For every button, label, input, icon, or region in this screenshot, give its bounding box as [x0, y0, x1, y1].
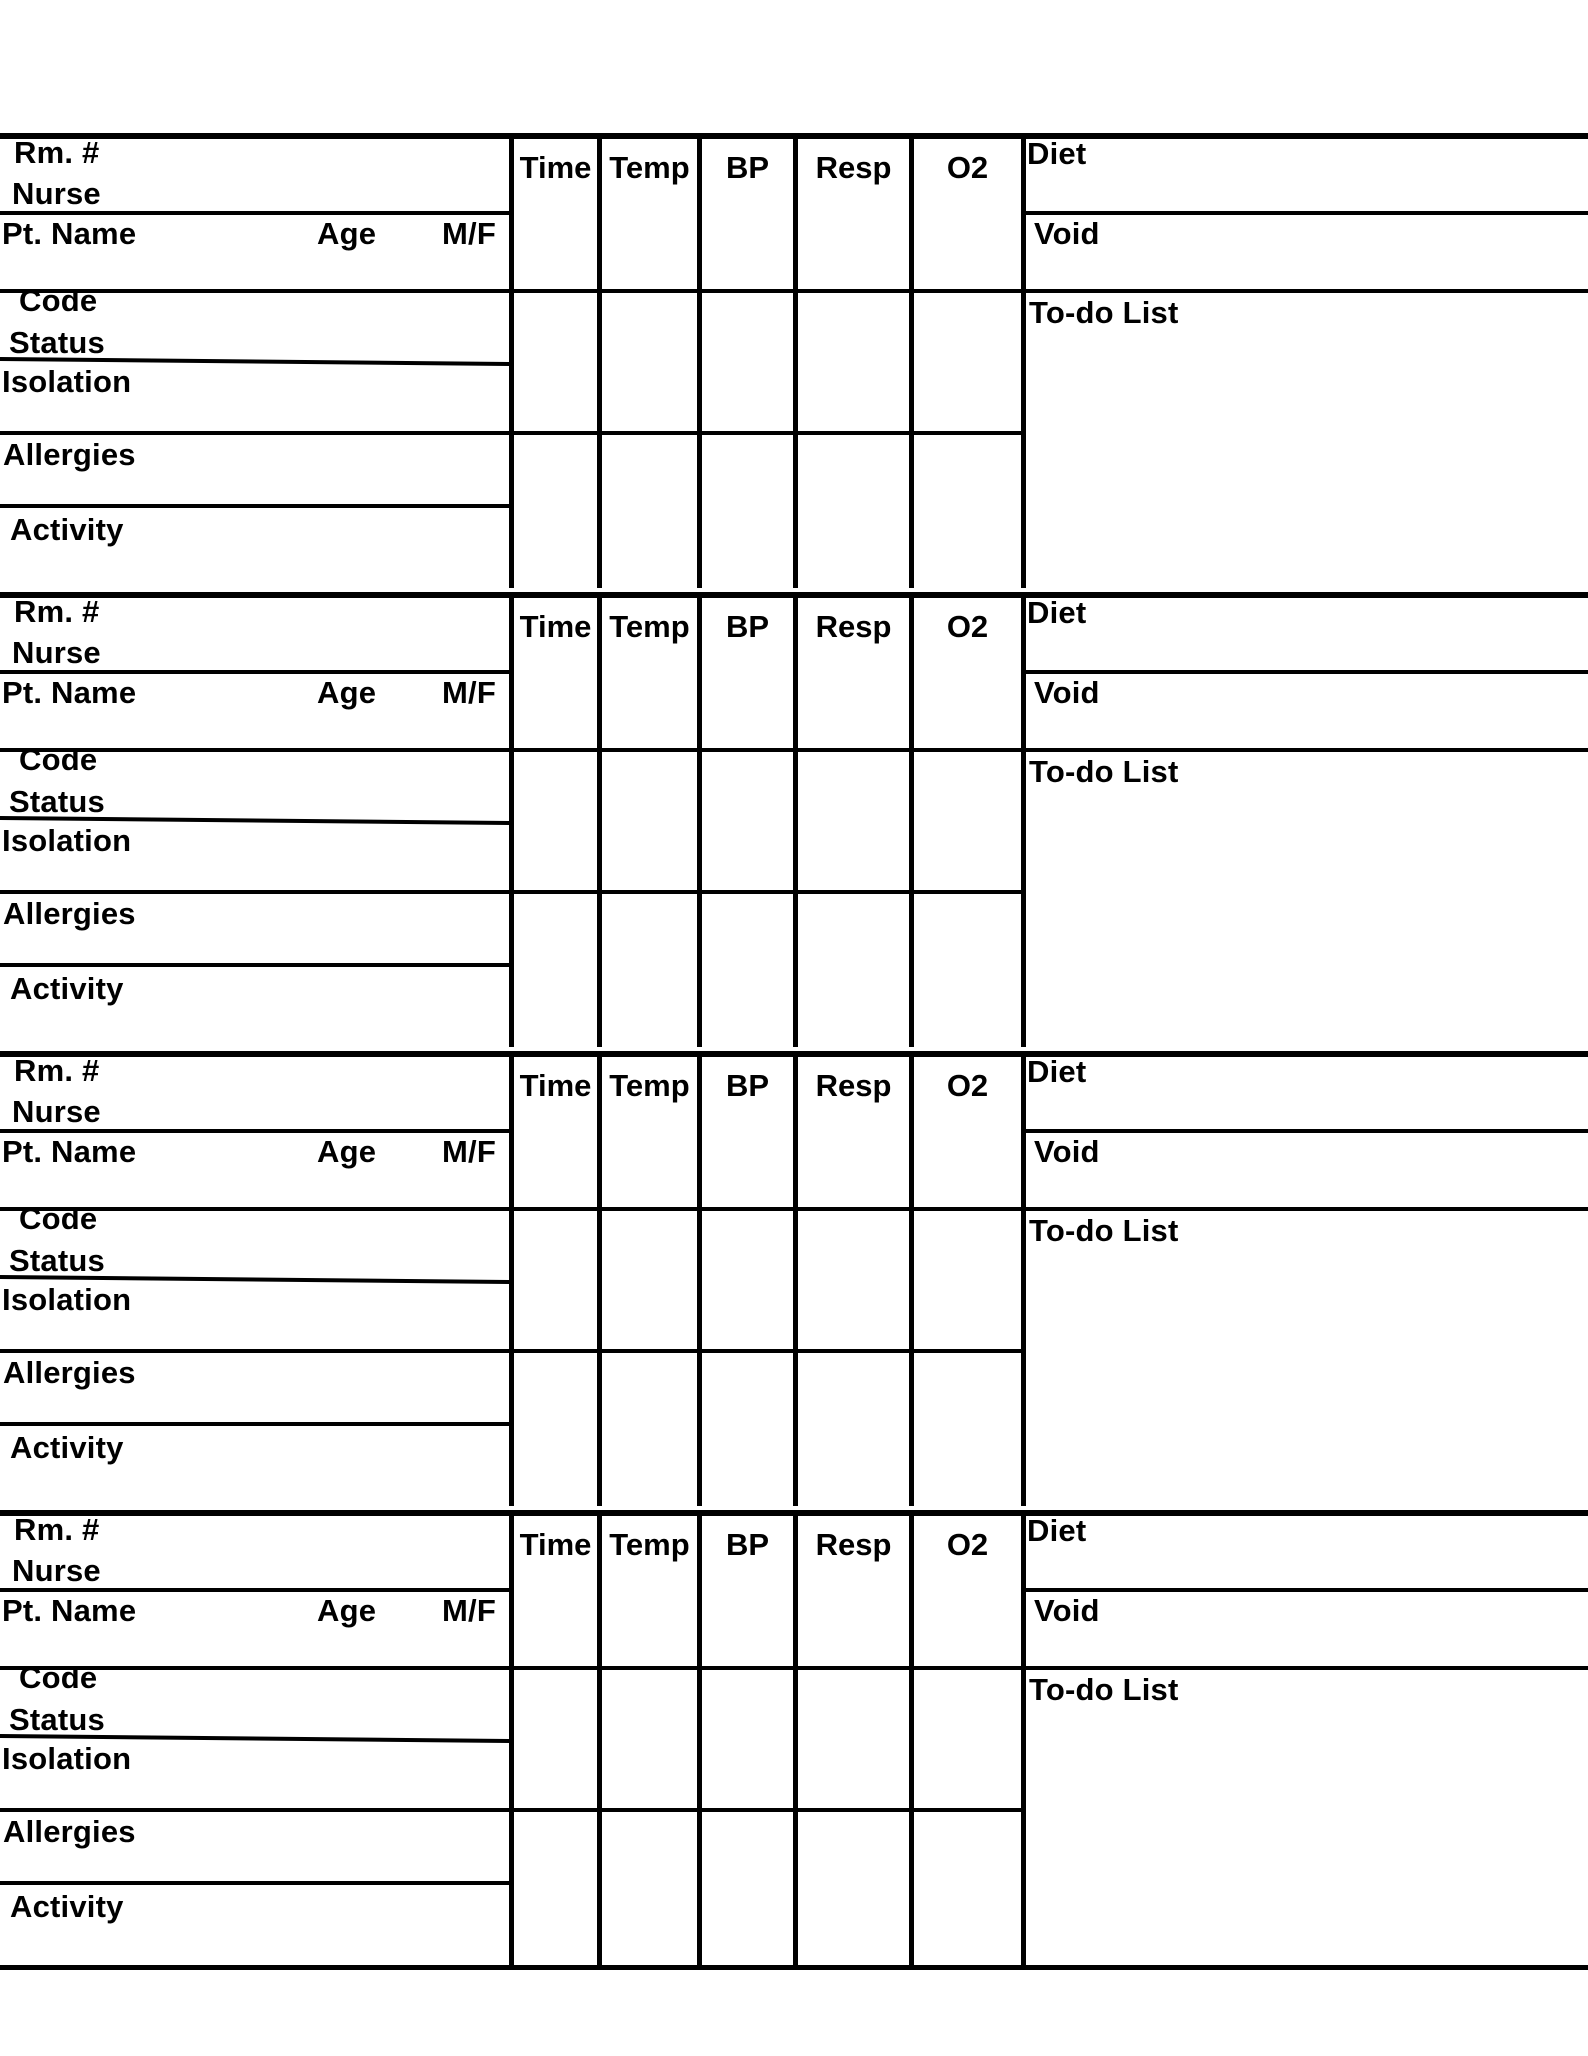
age-label: Age: [317, 1134, 377, 1169]
resp-column-header: Resp: [815, 150, 892, 185]
age-label: Age: [317, 1593, 377, 1628]
code-label: Code: [19, 742, 98, 777]
void-label: Void: [1034, 1593, 1100, 1628]
patient-name-label: Pt. Name: [2, 1593, 137, 1628]
column-divider: [597, 1051, 602, 1506]
code-label: Code: [19, 283, 98, 318]
status-label: Status: [9, 1243, 105, 1278]
time-column-header: Time: [519, 609, 592, 644]
void-label: Void: [1034, 1134, 1100, 1169]
patient-block: [0, 133, 1588, 593]
temp-column-header: Temp: [609, 1068, 690, 1103]
sex-label: M/F: [442, 675, 496, 710]
todo-list-label: To-do List: [1029, 1672, 1179, 1707]
bp-column-header: BP: [725, 1068, 770, 1103]
temp-column-header: Temp: [609, 1527, 690, 1562]
allergies-label: Allergies: [3, 1355, 136, 1390]
o2-column-header: O2: [946, 609, 989, 644]
activity-label: Activity: [10, 1889, 124, 1924]
divider-line: [1022, 1129, 1588, 1133]
sex-label: M/F: [442, 216, 496, 251]
temp-column-header: Temp: [609, 150, 690, 185]
column-divider: [793, 1051, 798, 1506]
resp-column-header: Resp: [815, 1068, 892, 1103]
activity-label: Activity: [10, 512, 124, 547]
room-label: Rm. #: [14, 594, 100, 629]
sheet-bottom-border: [0, 1965, 1588, 1970]
column-divider: [597, 592, 602, 1047]
column-divider: [909, 592, 914, 1047]
age-label: Age: [317, 675, 377, 710]
column-divider: [1021, 1510, 1026, 1965]
time-column-header: Time: [519, 1527, 592, 1562]
nurse-label: Nurse: [12, 1553, 101, 1588]
column-divider: [697, 133, 702, 588]
diet-label: Diet: [1027, 1054, 1087, 1089]
divider-line: [1022, 670, 1588, 674]
sex-label: M/F: [442, 1593, 496, 1628]
nurse-label: Nurse: [12, 176, 101, 211]
column-divider: [793, 1510, 798, 1965]
column-divider: [1021, 1051, 1026, 1506]
activity-label: Activity: [10, 971, 124, 1006]
code-label: Code: [19, 1201, 98, 1236]
isolation-label: Isolation: [2, 1282, 132, 1317]
allergies-label: Allergies: [3, 437, 136, 472]
diet-label: Diet: [1027, 1513, 1087, 1548]
status-label: Status: [9, 784, 105, 819]
temp-column-header: Temp: [609, 609, 690, 644]
patient-block: [0, 1510, 1588, 1970]
column-divider: [909, 1051, 914, 1506]
sex-label: M/F: [442, 1134, 496, 1169]
isolation-label: Isolation: [2, 364, 132, 399]
o2-column-header: O2: [946, 150, 989, 185]
bp-column-header: BP: [725, 150, 770, 185]
divider-line: [1022, 1588, 1588, 1592]
diet-label: Diet: [1027, 595, 1087, 630]
o2-column-header: O2: [946, 1068, 989, 1103]
column-divider: [909, 133, 914, 588]
column-divider: [909, 1510, 914, 1965]
time-column-header: Time: [519, 150, 592, 185]
todo-list-label: To-do List: [1029, 295, 1179, 330]
nurse-label: Nurse: [12, 635, 101, 670]
column-divider: [697, 1510, 702, 1965]
status-label: Status: [9, 1702, 105, 1737]
allergies-label: Allergies: [3, 896, 136, 931]
column-divider: [793, 592, 798, 1047]
patient-block: [0, 1051, 1588, 1511]
status-label: Status: [9, 325, 105, 360]
room-label: Rm. #: [14, 1512, 100, 1547]
void-label: Void: [1034, 216, 1100, 251]
room-label: Rm. #: [14, 1053, 100, 1088]
time-column-header: Time: [519, 1068, 592, 1103]
resp-column-header: Resp: [815, 1527, 892, 1562]
column-divider: [793, 133, 798, 588]
resp-column-header: Resp: [815, 609, 892, 644]
allergies-label: Allergies: [3, 1814, 136, 1849]
patient-name-label: Pt. Name: [2, 1134, 137, 1169]
activity-label: Activity: [10, 1430, 124, 1465]
isolation-label: Isolation: [2, 823, 132, 858]
column-divider: [597, 1510, 602, 1965]
bp-column-header: BP: [725, 609, 770, 644]
patient-name-label: Pt. Name: [2, 675, 137, 710]
void-label: Void: [1034, 675, 1100, 710]
todo-list-label: To-do List: [1029, 1213, 1179, 1248]
patient-name-label: Pt. Name: [2, 216, 137, 251]
column-divider: [1021, 592, 1026, 1047]
o2-column-header: O2: [946, 1527, 989, 1562]
age-label: Age: [317, 216, 377, 251]
patient-block: [0, 592, 1588, 1052]
column-divider: [697, 592, 702, 1047]
column-divider: [1021, 133, 1026, 588]
nurse-label: Nurse: [12, 1094, 101, 1129]
column-divider: [697, 1051, 702, 1506]
divider-line: [1022, 211, 1588, 215]
diet-label: Diet: [1027, 136, 1087, 171]
code-label: Code: [19, 1660, 98, 1695]
room-label: Rm. #: [14, 135, 100, 170]
isolation-label: Isolation: [2, 1741, 132, 1776]
bp-column-header: BP: [725, 1527, 770, 1562]
todo-list-label: To-do List: [1029, 754, 1179, 789]
column-divider: [597, 133, 602, 588]
